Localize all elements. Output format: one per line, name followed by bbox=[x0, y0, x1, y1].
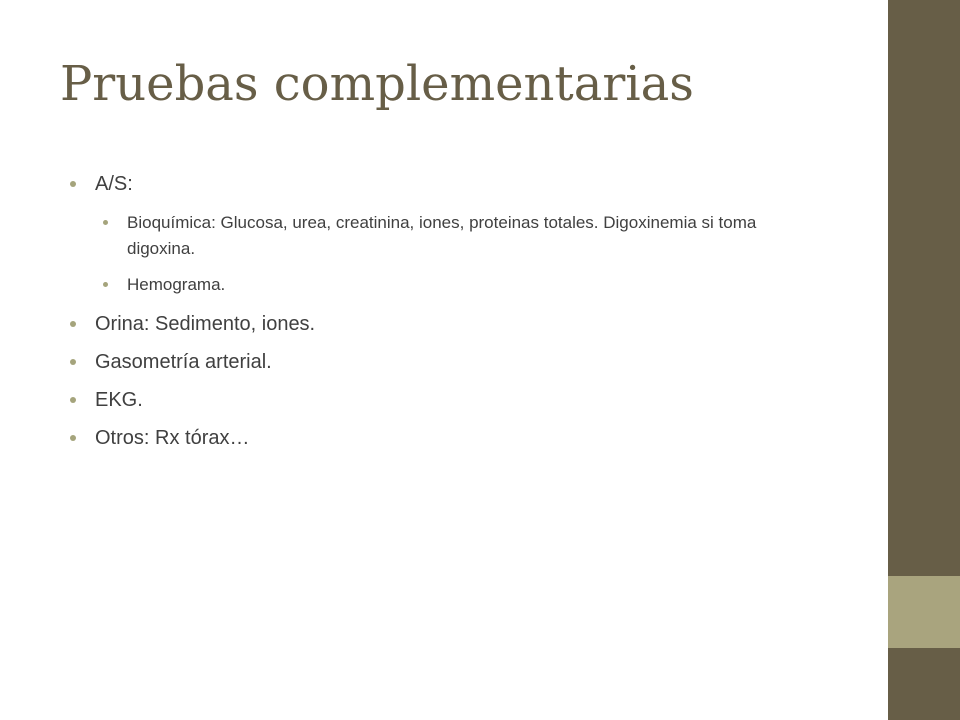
slide-content bbox=[70, 172, 810, 464]
bullet-dot-icon bbox=[70, 321, 76, 327]
bullet-list bbox=[70, 172, 810, 450]
bullet-dot-icon bbox=[70, 397, 76, 403]
bullet-text: Gasometría arterial. bbox=[95, 351, 272, 373]
sub-bullet-list bbox=[95, 210, 810, 298]
bullet-text: Orina: Sedimento, iones. bbox=[95, 313, 316, 335]
side-bar-middle-block bbox=[888, 576, 960, 648]
bullet-text: EKG. bbox=[95, 389, 143, 411]
sub-bullet-dot-icon bbox=[103, 282, 108, 287]
bullet-dot-icon bbox=[70, 181, 76, 187]
sub-bullet-item-bioquimica bbox=[103, 210, 810, 262]
bullet-item-gasometria bbox=[70, 350, 810, 374]
sub-bullet-item-hemograma bbox=[103, 272, 810, 298]
bullet-dot-icon bbox=[70, 359, 76, 365]
sub-bullet-dot-icon bbox=[103, 220, 108, 225]
bullet-item-otros bbox=[70, 426, 810, 450]
bullet-item-ekg bbox=[70, 388, 810, 412]
sub-bullet-text: Bioquímica: Glucosa, urea, creatinina, iones, proteinas totales. Digoxinemia si toma digoxina. bbox=[127, 213, 757, 258]
decorative-side-bar bbox=[888, 0, 960, 720]
side-bar-bottom-block bbox=[888, 648, 960, 720]
bullet-item-orina bbox=[70, 312, 810, 336]
bullet-text: Otros: Rx tórax… bbox=[95, 427, 250, 449]
sub-bullet-text: Hemograma. bbox=[127, 275, 226, 294]
bullet-text: A/S: bbox=[95, 173, 133, 195]
slide-title: Pruebas complementarias bbox=[60, 56, 694, 112]
bullet-item-analitica-sangre bbox=[70, 172, 810, 298]
side-bar-top-block bbox=[888, 0, 960, 576]
bullet-dot-icon bbox=[70, 435, 76, 441]
